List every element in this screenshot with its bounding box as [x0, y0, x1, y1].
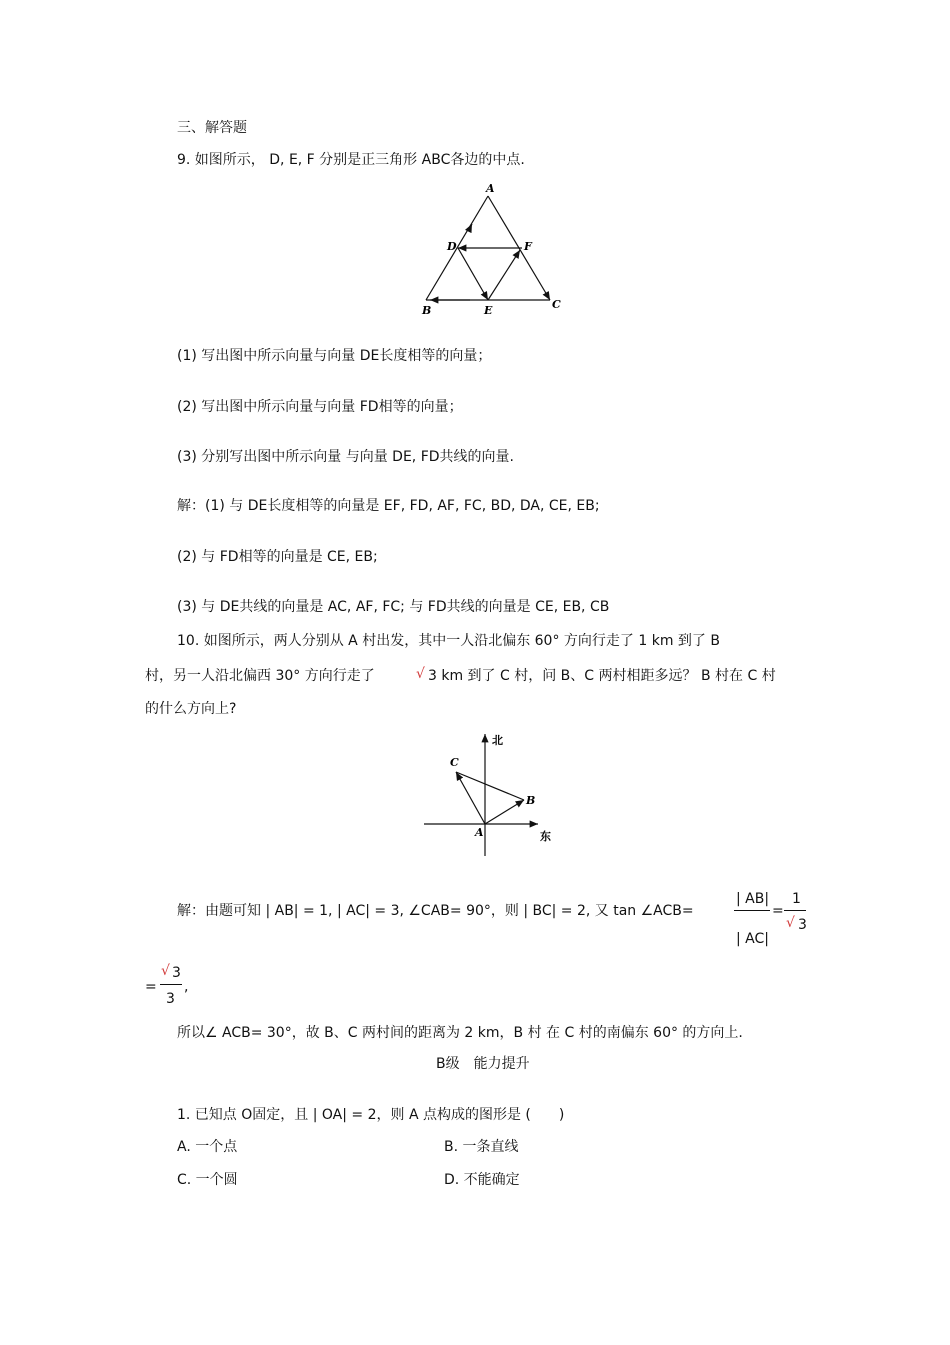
- b-q1-option-c: C. 一个圆: [177, 1172, 238, 1188]
- b-q1-stem: 1. 已知点 O固定，且 | OA| = 2，则 A 点构成的图形是 ( ): [177, 1107, 565, 1123]
- q10-solution3: 所以∠ ACB= 30°，故 B、C 两村间的距离为 2 km，B 村 在 C 村的南偏东 60° 的方向上.: [177, 1025, 743, 1041]
- label-B: B: [526, 794, 536, 807]
- seg-CB: [456, 772, 524, 800]
- q9-stem: 9. 如图所示， D, E, F 分别是正三角形 ABC各边的中点.: [177, 152, 525, 168]
- vec-AC: [456, 772, 485, 824]
- result-numerator: 3: [172, 965, 181, 981]
- fraction2-bar: [784, 910, 806, 911]
- equals-sign: =: [772, 903, 784, 919]
- vec-EF: [488, 250, 520, 300]
- comma: ,: [184, 979, 189, 995]
- sqrt-icon: √: [786, 915, 795, 931]
- q9-solution1: 解：(1) 与 DE长度相等的向量是 EF, FD, AF, FC, BD, DA, CE, EB;: [177, 498, 600, 514]
- section-title: 三、解答题: [177, 120, 247, 136]
- q9-part1: (1) 写出图中所示向量与向量 DE长度相等的向量；: [177, 348, 492, 364]
- q10-line3: 的什么方向上?: [145, 701, 237, 717]
- q9-solution2: (2) 与 FD相等的向量是 CE, EB;: [177, 549, 378, 565]
- fraction-bar: [734, 910, 770, 911]
- label-north: 北: [492, 734, 503, 747]
- sqrt-icon: √: [416, 666, 425, 682]
- label-east: 东: [540, 830, 551, 843]
- q10-line2a: 村，另一人沿北偏西 30° 方向行走了: [145, 668, 375, 684]
- label-E: E: [484, 304, 493, 317]
- compass-figure: [420, 728, 560, 860]
- q10-solution1: 解：由题可知 | AB| = 1, | AC| = 3, ∠CAB= 90°，则 | BC| = 2, 又 tan ∠ACB=: [177, 903, 694, 919]
- q10-line1: 10. 如图所示，两人分别从 A 村出发，其中一人沿北偏东 60° 方向行走了 1 km 到了 B: [177, 633, 720, 649]
- label-D: D: [447, 240, 457, 253]
- fraction-numerator: | AB|: [736, 891, 770, 907]
- label-C: C: [552, 298, 561, 311]
- result-bar: [160, 984, 182, 985]
- label-F: F: [524, 240, 532, 253]
- equals-sign: =: [145, 979, 157, 995]
- fraction-denominator: | AC|: [736, 931, 769, 947]
- fraction2-denominator: 3: [798, 917, 807, 933]
- label-B: B: [422, 304, 432, 317]
- label-C: C: [450, 756, 459, 769]
- label-A: A: [475, 826, 484, 839]
- q9-part2: (2) 写出图中所示向量与向量 FD相等的向量；: [177, 399, 463, 415]
- triangle-figure: [410, 178, 570, 318]
- fraction2-numerator: 1: [792, 891, 801, 907]
- label-A: A: [486, 182, 495, 195]
- q10-line2b: 3 km 到了 C 村，问 B、C 两村相距多远？ B 村在 C 村: [428, 668, 776, 684]
- result-denominator: 3: [166, 991, 175, 1007]
- b-q1-option-a: A. 一个点: [177, 1139, 238, 1155]
- level-b-heading: B级 能力提升: [436, 1056, 530, 1072]
- b-q1-option-b: B. 一条直线: [444, 1139, 519, 1155]
- vec-DE: [458, 248, 488, 300]
- sqrt-icon: √: [161, 963, 170, 979]
- q9-part3: (3) 分别写出图中所示向量 与向量 DE, FD共线的向量.: [177, 449, 514, 465]
- b-q1-option-d: D. 不能确定: [444, 1172, 520, 1188]
- q9-solution3: (3) 与 DE共线的向量是 AC, AF, FC; 与 FD共线的向量是 CE, EB, CB: [177, 599, 610, 615]
- vec-AB: [485, 800, 524, 824]
